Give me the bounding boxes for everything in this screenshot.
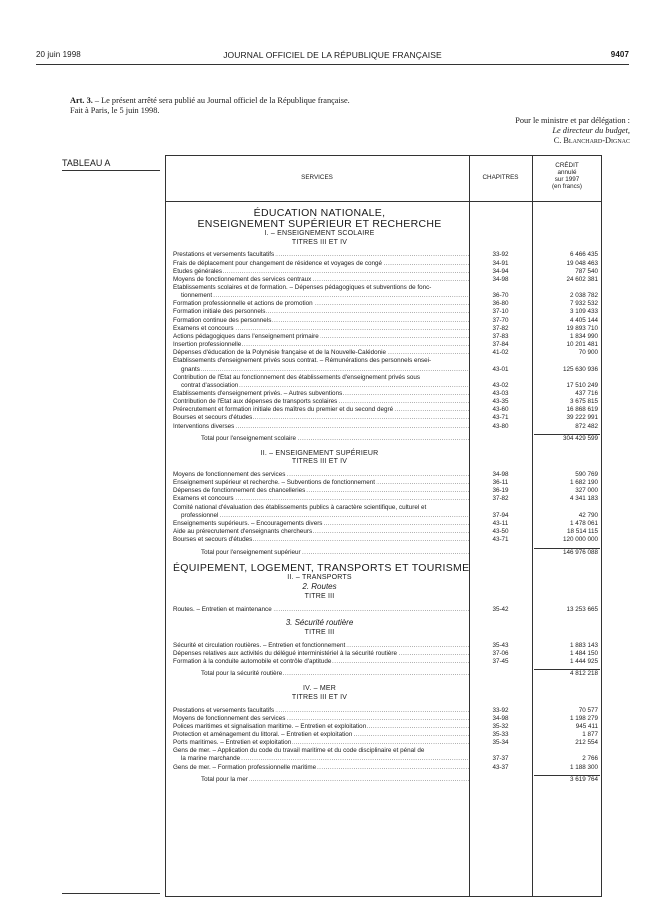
service-text: Moyens de fonctionnement des services [173,471,286,478]
credit-amount: 4 341 183 [569,495,598,503]
article-label: Art. 3. [70,96,93,105]
chapter-number: 37-45 [492,658,509,666]
credit-amount: 212 554 [575,739,598,747]
service-label [173,423,470,431]
service-label [173,341,470,349]
service-label: Contribution de l'État au fonctionnement des établissements d'enseignement privés sous [173,373,421,381]
service-text: Établissements d'enseignement privés. – Autres subventions [173,389,343,397]
section-heading: TITRE III [304,593,335,601]
service-label [173,414,470,422]
section-heading: ÉDUCATION NATIONALE, [253,207,386,219]
chapter-number: 37-82 [492,324,509,332]
service-label [173,251,470,259]
article-line-1 [70,96,490,106]
chapter-number: 43-37 [492,763,509,771]
total-label [201,670,470,678]
service-text: la marine marchande [181,755,241,763]
service-text: Dépenses d'éducation de la Polynésie française et de la Nouvelle-Calédonie [173,349,386,357]
section-heading: 2. Routes [302,581,337,591]
credit-amount: 437 716 [575,389,598,397]
service-label: Comité national d'évaluation des établissements publics à caractère scientifique, culturel et [173,503,427,511]
tableau-label: TABLEAU A [62,158,111,168]
signatory-name: C. Blanchard-Dignac [553,136,630,145]
service-text: contrat d'association [181,381,239,389]
section-heading: 3. Sécurité routière [285,617,354,627]
section-heading: II. – TRANSPORTS [287,574,352,582]
column-header-services: SERVICES [301,174,333,181]
chapter-number: 43-01 [492,365,509,373]
service-text: Moyens de fonctionnement des services [173,714,286,722]
service-text: Prérecrutement et formation initiale des maîtres du premier et du second degré [173,406,394,414]
chapter-number: 37-37 [492,755,509,763]
article-line-2: Fait à Paris, le 5 juin 1998. [70,106,160,115]
service-text: Bourses et secours d'études [173,536,253,544]
section-heading: IV. – MER [302,685,337,693]
chapter-number: 43-03 [492,389,509,397]
article-3 [70,96,490,116]
chapter-number: 33-92 [492,251,509,259]
service-label [173,739,470,747]
credit-amount: 42 790 [578,511,598,519]
service-text: Insertion professionnelle [173,341,242,349]
credit-amount: 1 883 143 [569,641,598,649]
section-heading: I. – ENSEIGNEMENT SCOLAIRE [264,230,375,237]
chapter-number: 43-71 [492,414,509,422]
total-amount: 4 812 218 [569,670,598,678]
credit-amount: 13 253 665 [566,606,598,614]
total-label [201,549,470,557]
article-text: – Le présent arrêté sera publié au Journal officiel de la République française. [92,96,350,105]
section-heading: TITRE III [304,629,335,636]
chapter-number: 35-32 [492,722,509,730]
credit-header-line: annulé [557,169,577,176]
total-text: Total pour la mer [201,775,248,783]
chapter-number: 34-94 [492,267,509,275]
service-label [173,349,470,357]
credit-amount: 1 198 279 [569,714,598,722]
issue-date: 20 juin 1998 [36,50,81,59]
chapter-number: 33-92 [492,706,509,714]
service-label [173,606,470,614]
journal-title: JOURNAL OFFICIEL DE LA RÉPUBLIQUE FRANÇAISE [223,50,442,60]
chapter-number: 35-43 [492,641,509,649]
credit-amount: 590 769 [575,471,598,478]
chapter-number: 35-42 [492,606,509,614]
credit-amount: 787 540 [575,267,598,275]
credit-amount: 125 630 936 [562,365,598,373]
service-label [181,512,470,520]
credit-amount: 19 893 710 [566,324,598,332]
service-label: Établissements scolaires et de formation. – Dépenses pédagogiques et subventions de fonc- [173,284,432,291]
total-amount: 304 429 599 [562,434,598,442]
credit-amount: 1 877 [582,731,598,738]
credit-amount: 1 478 061 [569,519,598,527]
credit-amount: 1 484 150 [569,649,598,657]
chapter-number: 37-84 [492,341,509,349]
chapter-number: 37-94 [492,511,509,519]
service-text: Frais de déplacement pour changement de résidence et voyages de congé [173,259,382,267]
chapter-number: 37-10 [492,308,509,316]
service-text: Dépenses relatives aux activités du délégué interministériel à la sécurité routière [173,649,398,657]
service-text: Polices maritimes et signalisation maritime. – Entretien et exploitation [173,722,367,730]
service-label [173,333,470,341]
service-text: Enseignements supérieurs. – Encouragements divers [173,519,323,527]
service-label [173,268,470,276]
table-header-rule [165,201,602,202]
credit-header-line: CRÉDIT [555,162,579,169]
chapter-number: 34-91 [492,259,509,267]
chapter-number: 43-50 [492,528,509,536]
service-text: Interventions diverses [173,422,235,430]
credit-header-line: sur 1997 [554,176,580,183]
credit-amount: 18 514 115 [566,528,598,536]
service-label [181,755,470,763]
chapter-number: 36-80 [492,300,509,308]
service-label [173,536,470,544]
credit-amount: 1 834 990 [569,332,598,340]
credit-amount: 3 675 815 [569,398,598,406]
credit-amount: 2 038 782 [569,292,598,300]
credit-amount: 17 510 249 [566,381,598,389]
chapter-number: 43-60 [492,406,509,414]
column-header-credit [532,162,602,190]
total-amount: 3 619 764 [569,775,598,783]
service-label [173,764,470,772]
credit-amount: 24 602 381 [566,275,598,283]
total-text: Total pour l'enseignement scolaire [201,434,297,442]
chapter-number: 43-11 [492,519,509,527]
service-label [173,715,470,723]
chapter-number: 41-02 [492,349,509,357]
section-heading: TITRES III ET IV [291,693,348,701]
service-text: Bourses et secours d'études [173,414,253,422]
service-label [173,487,470,495]
credit-amount: 872 482 [575,422,598,430]
chapter-number: 37-70 [492,316,509,324]
page-number: 9407 [610,50,629,59]
service-label [173,390,470,398]
service-text: Actions pédagogiques dans l'enseignement primaire [173,332,319,340]
service-label: Gens de mer. – Application du code du travail maritime et du code disciplinaire et pénal de [173,747,425,755]
credit-header-line: (en francs) [551,183,583,190]
service-label [173,479,470,487]
chapter-number: 43-02 [492,381,509,389]
credit-amount: 3 109 433 [569,308,598,316]
service-text: Formation continue des personnels [173,316,272,324]
total-label [201,776,470,784]
service-label: Établissements d'enseignement privés sous contrat. – Rémunérations des personnels ensei- [173,357,432,365]
service-text: Examens et concours [173,324,234,332]
chapter-number: 36-11 [492,479,509,487]
chapter-number: 37-06 [492,649,509,657]
service-text: Gens de mer. – Formation professionnelle maritime [173,763,317,771]
chapter-number: 43-35 [492,398,509,406]
column-header-chapitres: CHAPITRES [482,174,519,181]
service-text: Protection et aménagement du littoral. – Entretien et exploitation [173,731,353,738]
credit-amount: 4 405 144 [569,316,598,324]
credit-amount: 120 000 000 [562,536,598,544]
service-label [173,731,470,739]
total-label [201,435,470,443]
service-label [173,520,470,528]
total-text: Total pour l'enseignement supérieur [201,548,301,556]
chapter-number: 43-71 [492,536,509,544]
signature-block [450,116,630,146]
credit-amount: 1 682 190 [569,479,598,487]
service-text: Sécurité et circulation routières. – Entretien et fonctionnement [173,641,346,649]
service-label [173,317,470,325]
service-text: Moyens de fonctionnement des services centraux [173,275,312,283]
service-label [173,260,470,268]
service-label [173,723,470,731]
credit-amount: 2 766 [582,755,598,763]
total-amount: 146 976 088 [562,548,598,556]
service-label [173,495,470,503]
chapter-number: 34-98 [492,471,509,478]
total-text: Total pour la sécurité routière [201,670,283,678]
service-label [173,276,470,284]
chapter-number: 34-98 [492,714,509,722]
service-label [173,300,470,308]
service-label [173,528,470,536]
chapter-number: 34-98 [492,275,509,283]
credit-amount: 10 201 481 [566,341,598,349]
credit-amount: 945 411 [575,722,598,730]
service-label [173,406,470,414]
service-label [173,642,470,650]
service-label [173,325,470,333]
section-heading: II. – ENSEIGNEMENT SUPÉRIEUR [260,449,379,457]
service-text: Formation initiale des personnels [173,308,266,316]
chapter-number: 35-33 [492,731,509,738]
credit-amount: 19 048 463 [566,259,598,267]
service-text: Prestations et versements facultatifs [173,706,275,714]
service-text: Examens et concours [173,495,234,503]
service-text: Routes. – Entretien et maintenance [173,606,272,614]
section-heading: ÉQUIPEMENT, LOGEMENT, TRANSPORTS ET TOURISME [173,562,470,575]
chapter-number: 35-34 [492,739,509,747]
service-text: Formation à la conduite automobile et contrôle d'aptitude [173,658,332,666]
service-text: Ports maritimes. – Entretien et exploitation [173,739,292,747]
service-text: Enseignement supérieur et recherche. – Subventions de fonctionnement [173,479,375,487]
credit-amount: 1 444 925 [569,658,598,666]
service-text: Dépenses de fonctionnement des chancelleries [173,487,306,495]
chapter-number: 36-19 [492,487,509,495]
service-text: gnants [181,365,200,373]
chapter-number: 36-70 [492,292,509,300]
bottom-rule [62,893,160,894]
page-header [36,50,629,62]
service-label [173,658,470,666]
service-text: Études générales [173,267,223,275]
service-text: tionnement [181,292,213,300]
service-label [173,707,470,715]
service-text: professionnel [181,511,219,519]
service-text: Aide au prérecrutement d'enseignants chercheurs [173,528,313,536]
service-label [173,398,470,406]
signature-line-1: Pour le ministre et par délégation : [515,116,630,125]
chapter-number: 37-82 [492,495,509,503]
credit-amount: 16 868 619 [566,406,598,414]
header-divider [36,64,629,65]
tableau-underline [62,170,160,171]
service-label [181,382,470,390]
credit-amount: 7 932 532 [569,300,598,308]
credit-amount: 6 466 435 [569,251,598,259]
chapter-number: 43-80 [492,422,509,430]
service-label [173,650,470,658]
signature-line-2: Le directeur du budget, [552,126,630,135]
service-label [181,366,470,374]
chapter-number: 37-83 [492,332,509,340]
service-label [173,471,470,479]
service-label [181,292,470,300]
service-label [173,308,470,316]
service-text: Contribution de l'État aux dépenses de transports scolaires [173,398,338,406]
section-heading: TITRES III ET IV [291,238,348,246]
service-text: Formation professionnelle et actions de promotion [173,300,313,308]
credit-amount: 1 188 300 [569,763,598,771]
credit-amount: 39 222 991 [566,414,598,422]
section-heading: TITRES III ET IV [291,458,348,466]
service-text: Prestations et versements facultatifs [173,251,275,259]
section-heading: ENSEIGNEMENT SUPÉRIEUR ET RECHERCHE [197,218,442,230]
credit-amount: 70 577 [578,706,598,714]
credit-amount: 70 900 [578,349,598,357]
credit-amount: 327 000 [575,487,598,495]
